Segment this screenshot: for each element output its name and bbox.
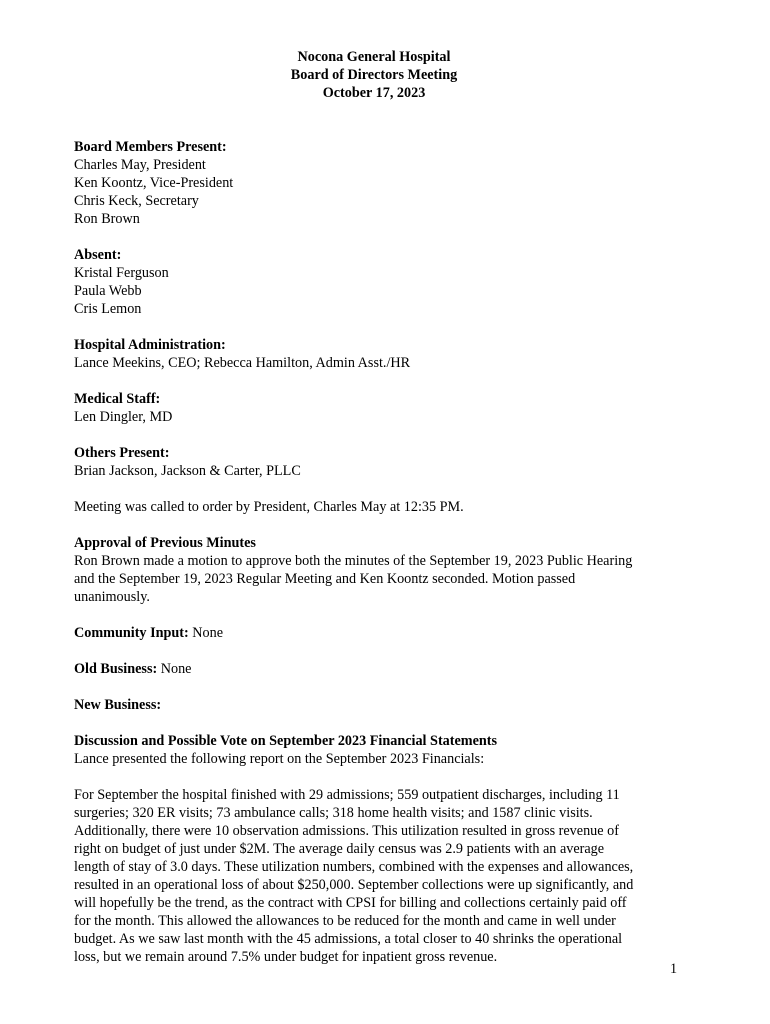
present-heading: Board Members Present: (74, 139, 227, 155)
financial-report-line: surgeries; 320 ER visits; 73 ambulance calls; 318 home health visits; and 1587 clinic visits. (74, 805, 593, 821)
administration-heading: Hospital Administration: (74, 337, 226, 353)
page-number: 1 (670, 961, 678, 977)
meeting-date: October 17, 2023 (322, 85, 426, 101)
document-page (74, 48, 674, 966)
community-input-value: None (188, 625, 223, 641)
financials-intro: Lance presented the following report on the September 2023 Financials: (74, 751, 485, 767)
approval-line: unanimously. (74, 589, 150, 605)
present-member: Charles May, President (74, 157, 206, 173)
financial-report-line: resulted in an operational loss of about $250,000. September collections were up significantly, and (74, 877, 634, 893)
present-member: Ken Koontz, Vice-President (74, 175, 234, 191)
approval-heading: Approval of Previous Minutes (74, 535, 256, 551)
section-community-input (74, 624, 674, 642)
old-business-label: Old Business: (74, 661, 158, 677)
financial-report-line: for the month. This allowed the allowances to be reduced for the month and came in well under (74, 913, 616, 929)
old-business-value: None (157, 661, 192, 677)
absent-member: Paula Webb (74, 283, 142, 299)
section-absent (74, 246, 674, 318)
community-input-label: Community Input: (74, 625, 189, 641)
others-heading: Others Present: (74, 445, 170, 461)
medical-staff-text: Len Dingler, MD (74, 409, 173, 425)
administration-text: Lance Meekins, CEO; Rebecca Hamilton, Admin Asst./HR (74, 355, 411, 371)
financial-report-line: Additionally, there were 10 observation admissions. This utilization resulted in gross revenue of (74, 823, 619, 839)
present-member: Ron Brown (74, 211, 140, 227)
call-to-order-text: Meeting was called to order by President, Charles May at 12:35 PM. (74, 499, 464, 515)
medical-staff-heading: Medical Staff: (74, 391, 161, 407)
meeting-title: Board of Directors Meeting (290, 67, 458, 83)
absent-member: Kristal Ferguson (74, 265, 169, 281)
financial-report-line: loss, but we remain around 7.5% under budget for inpatient gross revenue. (74, 949, 498, 965)
section-approval (74, 534, 674, 606)
financial-report-line: right on budget of just under $2M. The average daily census was 2.9 patients with an average (74, 841, 605, 857)
financial-report-line: will hopefully be the trend, as the contract with CPSI for billing and collections certainly paid off (74, 895, 627, 911)
section-present (74, 138, 674, 228)
section-financial-report (74, 786, 674, 966)
financials-heading: Discussion and Possible Vote on September 2023 Financial Statements (74, 733, 498, 749)
section-call-to-order (74, 498, 674, 516)
approval-line: and the September 19, 2023 Regular Meeting and Ken Koontz seconded. Motion passed (74, 571, 576, 587)
absent-member: Cris Lemon (74, 301, 142, 317)
section-others (74, 444, 674, 480)
absent-heading: Absent: (74, 247, 122, 263)
section-medical-staff (74, 390, 674, 426)
financial-report-line: budget. As we saw last month with the 45 admissions, a total closer to 40 shrinks the operational (74, 931, 623, 947)
present-member: Chris Keck, Secretary (74, 193, 199, 209)
section-administration (74, 336, 674, 372)
new-business-heading: New Business: (74, 697, 162, 713)
others-text: Brian Jackson, Jackson & Carter, PLLC (74, 463, 301, 479)
section-financials (74, 732, 674, 768)
financial-report-line: For September the hospital finished with 29 admissions; 559 outpatient discharges, including 11 (74, 787, 620, 803)
hospital-name: Nocona General Hospital (297, 49, 451, 65)
section-new-business (74, 696, 674, 714)
approval-line: Ron Brown made a motion to approve both the minutes of the September 19, 2023 Public Hearing (74, 553, 633, 569)
financial-report-line: length of stay of 3.0 days. These utilization numbers, combined with the expenses and allowances, (74, 859, 634, 875)
section-old-business (74, 660, 674, 678)
